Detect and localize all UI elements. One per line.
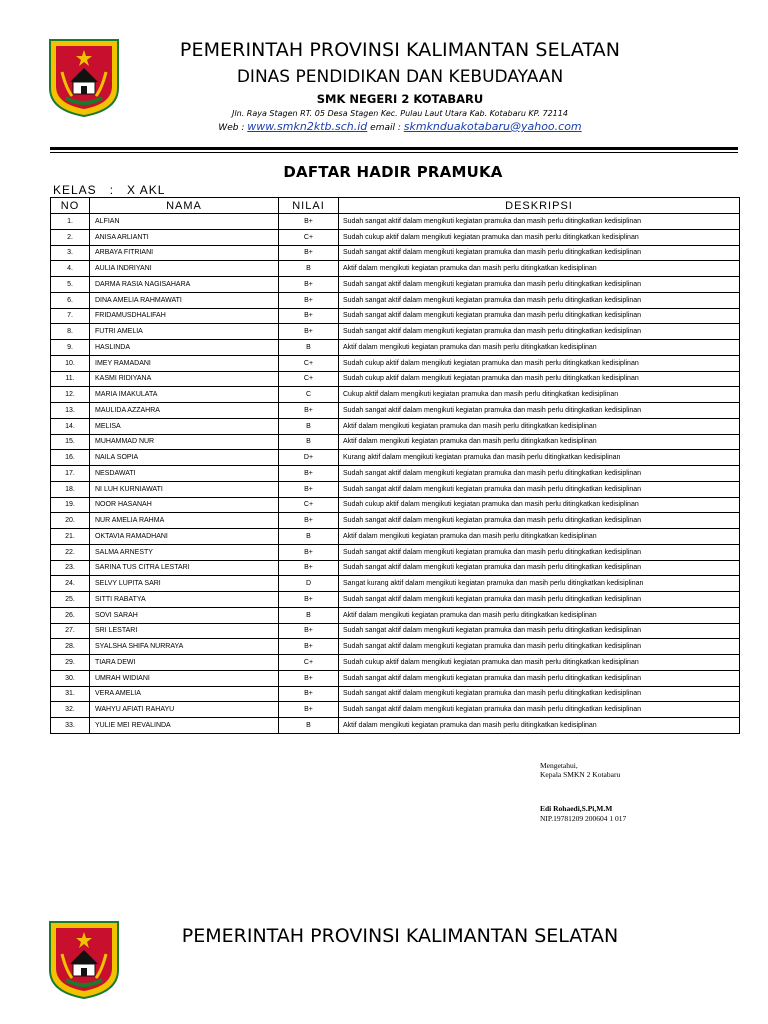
cell-nilai: C+	[279, 229, 339, 245]
cell-no: 27.	[51, 623, 90, 639]
cell-nilai: C+	[279, 355, 339, 371]
cell-deskripsi: Sudah cukup aktif dalam mengikuti kegiatan pramuka dan masih perlu ditingkatkan kedisiplinan	[339, 371, 740, 387]
table-row	[51, 592, 740, 608]
cell-nilai: D	[279, 576, 339, 592]
cell-nilai: B+	[279, 592, 339, 608]
cell-nilai: D+	[279, 450, 339, 466]
cell-deskripsi: Sudah cukup aktif dalam mengikuti kegiatan pramuka dan masih perlu ditingkatkan kedisiplinan	[339, 497, 740, 513]
table-row	[51, 418, 740, 434]
table-row	[51, 560, 740, 576]
cell-nama: MELISA	[90, 418, 279, 434]
cell-nama: NUR AMELIA RAHMA	[90, 513, 279, 529]
cell-deskripsi: Sudah sangat aktif dalam mengikuti kegiatan pramuka dan masih perlu ditingkatkan kedisiplinan	[339, 324, 740, 340]
table-row	[51, 576, 740, 592]
cell-no: 16.	[51, 450, 90, 466]
table-row	[51, 340, 740, 356]
cell-no: 20.	[51, 513, 90, 529]
cell-nilai: B+	[279, 277, 339, 293]
cell-nama: MUHAMMAD NUR	[90, 434, 279, 450]
cell-nama: YULIE MEI REVALINDA	[90, 718, 279, 734]
cell-nama: IMEY RAMADANI	[90, 355, 279, 371]
letterhead-address: Jln. Raya Stagen RT. 05 Desa Stagen Kec. Pulau Laut Utara Kab. Kotabaru KP. 72114	[232, 109, 568, 118]
cell-no: 5.	[51, 277, 90, 293]
cell-deskripsi: Sudah sangat aktif dalam mengikuti kegiatan pramuka dan masih perlu ditingkatkan kedisiplinan	[339, 214, 740, 230]
class-label: KELAS : X AKL	[53, 183, 166, 197]
table-row	[51, 529, 740, 545]
cell-nilai: B+	[279, 623, 339, 639]
cell-nama: ALFIAN	[90, 214, 279, 230]
cell-nama: NAILA SOPIA	[90, 450, 279, 466]
cell-no: 25.	[51, 592, 90, 608]
cell-nilai: C+	[279, 655, 339, 671]
table-row	[51, 513, 740, 529]
cell-deskripsi: Aktif dalam mengikuti kegiatan pramuka dan masih perlu ditingkatkan kedisiplinan	[339, 607, 740, 623]
cell-deskripsi: Aktif dalam mengikuti kegiatan pramuka dan masih perlu ditingkatkan kedisiplinan	[339, 418, 740, 434]
cell-nilai: B+	[279, 560, 339, 576]
letterhead-province: PEMERINTAH PROVINSI KALIMANTAN SELATAN	[179, 39, 621, 61]
table-body	[51, 214, 740, 734]
cell-deskripsi: Sudah sangat aktif dalam mengikuti kegiatan pramuka dan masih perlu ditingkatkan kedisiplinan	[339, 292, 740, 308]
table-row	[51, 292, 740, 308]
table-row	[51, 387, 740, 403]
cell-nama: MARIA IMAKULATA	[90, 387, 279, 403]
cell-nilai: B	[279, 418, 339, 434]
cell-nilai: B+	[279, 245, 339, 261]
letterhead-divider-thick	[50, 147, 738, 150]
cell-nama: NESDAWATI	[90, 466, 279, 482]
table-row	[51, 466, 740, 482]
cell-no: 2.	[51, 229, 90, 245]
table-row	[51, 544, 740, 560]
signature-nip: NIP.19781209 200604 1 017	[540, 814, 627, 823]
cell-no: 8.	[51, 324, 90, 340]
cell-nilai: B	[279, 529, 339, 545]
cell-nama: ARBAYA FITRIANI	[90, 245, 279, 261]
cell-deskripsi: Sudah cukup aktif dalam mengikuti kegiatan pramuka dan masih perlu ditingkatkan kedisiplinan	[339, 655, 740, 671]
letterhead-school: SMK NEGERI 2 KOTABARU	[316, 92, 484, 106]
table-header-row	[51, 198, 740, 214]
cell-nilai: B+	[279, 324, 339, 340]
cell-no: 30.	[51, 670, 90, 686]
cell-deskripsi: Sudah sangat aktif dalam mengikuti kegiatan pramuka dan masih perlu ditingkatkan kedisiplinan	[339, 623, 740, 639]
table-row	[51, 702, 740, 718]
cell-deskripsi: Sudah cukup aktif dalam mengikuti kegiatan pramuka dan masih perlu ditingkatkan kedisiplinan	[339, 355, 740, 371]
cell-nilai: B	[279, 340, 339, 356]
table-row	[51, 229, 740, 245]
signature-name: Edi Rohaedi,S.Pi,M.M	[540, 804, 613, 813]
cell-nilai: B+	[279, 292, 339, 308]
table-row	[51, 308, 740, 324]
cell-no: 9.	[51, 340, 90, 356]
table-row	[51, 371, 740, 387]
cell-no: 23.	[51, 560, 90, 576]
cell-nama: SOVI SARAH	[90, 607, 279, 623]
cell-no: 17.	[51, 466, 90, 482]
cell-nama: AULIA INDRIYANI	[90, 261, 279, 277]
header-nilai: NILAI	[279, 198, 339, 214]
next-page-province: PEMERINTAH PROVINSI KALIMANTAN SELATAN	[181, 925, 619, 947]
cell-nama: NI LUH KURNIAWATI	[90, 481, 279, 497]
cell-nilai: B+	[279, 544, 339, 560]
signature-position: Kepala SMKN 2 Kotabaru	[540, 770, 621, 779]
cell-deskripsi: Sudah sangat aktif dalam mengikuti kegiatan pramuka dan masih perlu ditingkatkan kedisiplinan	[339, 686, 740, 702]
cell-deskripsi: Aktif dalam mengikuti kegiatan pramuka dan masih perlu ditingkatkan kedisiplinan	[339, 340, 740, 356]
cell-nama: UMRAH WIDIANI	[90, 670, 279, 686]
website-link[interactable]: www.smkn2ktb.sch.id	[247, 120, 368, 133]
cell-nilai: B+	[279, 686, 339, 702]
cell-nama: TIARA DEWI	[90, 655, 279, 671]
letterhead-divider-thin	[50, 152, 738, 153]
cell-nama: MAULIDA AZZAHRA	[90, 403, 279, 419]
cell-deskripsi: Sudah sangat aktif dalam mengikuti kegiatan pramuka dan masih perlu ditingkatkan kedisiplinan	[339, 702, 740, 718]
cell-no: 10.	[51, 355, 90, 371]
cell-nama: SALMA ARNESTY	[90, 544, 279, 560]
table-row	[51, 497, 740, 513]
cell-nilai: B+	[279, 670, 339, 686]
cell-nilai: B+	[279, 214, 339, 230]
cell-nama: SYALSHA SHIFA NURRAYA	[90, 639, 279, 655]
cell-no: 22.	[51, 544, 90, 560]
table-row	[51, 277, 740, 293]
cell-nama: SELVY LUPITA SARI	[90, 576, 279, 592]
cell-no: 26.	[51, 607, 90, 623]
table-row	[51, 434, 740, 450]
table-row	[51, 214, 740, 230]
cell-nilai: C	[279, 387, 339, 403]
cell-deskripsi: Sudah sangat aktif dalam mengikuti kegiatan pramuka dan masih perlu ditingkatkan kedisiplinan	[339, 592, 740, 608]
table-row	[51, 686, 740, 702]
cell-nilai: B+	[279, 308, 339, 324]
table-row	[51, 403, 740, 419]
table-row	[51, 607, 740, 623]
cell-nilai: B+	[279, 481, 339, 497]
table-row	[51, 481, 740, 497]
cell-deskripsi: Sudah sangat aktif dalam mengikuti kegiatan pramuka dan masih perlu ditingkatkan kedisiplinan	[339, 670, 740, 686]
cell-nilai: B	[279, 261, 339, 277]
signature-acknowledged: Mengetahui,	[540, 761, 578, 770]
header-deskripsi: DESKRIPSI	[339, 198, 740, 214]
table-row	[51, 261, 740, 277]
cell-nama: HASLINDA	[90, 340, 279, 356]
attendance-table	[50, 197, 740, 734]
cell-nama: SRI LESTARI	[90, 623, 279, 639]
table-row	[51, 639, 740, 655]
cell-deskripsi: Aktif dalam mengikuti kegiatan pramuka dan masih perlu ditingkatkan kedisiplinan	[339, 434, 740, 450]
cell-nama: NOOR HASANAH	[90, 497, 279, 513]
cell-no: 28.	[51, 639, 90, 655]
header-no: NO	[51, 198, 90, 214]
table-row	[51, 718, 740, 734]
cell-nama: WAHYU AFIATI RAHAYU	[90, 702, 279, 718]
letterhead-contact	[0, 120, 768, 133]
cell-deskripsi: Aktif dalam mengikuti kegiatan pramuka dan masih perlu ditingkatkan kedisiplinan	[339, 529, 740, 545]
email-link[interactable]: skmknduakotabaru@yahoo.com	[403, 120, 582, 133]
cell-nilai: C+	[279, 497, 339, 513]
table-row	[51, 670, 740, 686]
letterhead-department: DINAS PENDIDIKAN DAN KEBUDAYAAN	[236, 67, 564, 87]
header-nama: NAMA	[90, 198, 279, 214]
cell-no: 31.	[51, 686, 90, 702]
cell-deskripsi: Sudah sangat aktif dalam mengikuti kegiatan pramuka dan masih perlu ditingkatkan kedisiplinan	[339, 466, 740, 482]
cell-nilai: B	[279, 434, 339, 450]
table-row	[51, 450, 740, 466]
cell-nama: KASMI RIDIYANA	[90, 371, 279, 387]
cell-no: 11.	[51, 371, 90, 387]
cell-nilai: B+	[279, 466, 339, 482]
cell-deskripsi: Sudah sangat aktif dalam mengikuti kegiatan pramuka dan masih perlu ditingkatkan kedisiplinan	[339, 277, 740, 293]
cell-nama: SITTI RABATYA	[90, 592, 279, 608]
cell-nilai: B+	[279, 639, 339, 655]
web-label: Web :	[218, 123, 245, 133]
cell-nilai: B+	[279, 513, 339, 529]
cell-deskripsi: Sudah sangat aktif dalam mengikuti kegiatan pramuka dan masih perlu ditingkatkan kedisiplinan	[339, 308, 740, 324]
cell-nama: VERA AMELIA	[90, 686, 279, 702]
cell-deskripsi: Sudah sangat aktif dalam mengikuti kegiatan pramuka dan masih perlu ditingkatkan kedisiplinan	[339, 513, 740, 529]
cell-no: 6.	[51, 292, 90, 308]
cell-nama: DARMA RASIA NAGISAHARA	[90, 277, 279, 293]
cell-no: 13.	[51, 403, 90, 419]
cell-no: 1.	[51, 214, 90, 230]
cell-no: 7.	[51, 308, 90, 324]
cell-no: 14.	[51, 418, 90, 434]
cell-deskripsi: Aktif dalam mengikuti kegiatan pramuka dan masih perlu ditingkatkan kedisiplinan	[339, 718, 740, 734]
cell-nama: FUTRI AMELIA	[90, 324, 279, 340]
cell-nilai: C+	[279, 371, 339, 387]
cell-no: 29.	[51, 655, 90, 671]
cell-deskripsi: Sudah sangat aktif dalam mengikuti kegiatan pramuka dan masih perlu ditingkatkan kedisiplinan	[339, 639, 740, 655]
cell-nilai: B	[279, 607, 339, 623]
cell-no: 19.	[51, 497, 90, 513]
cell-no: 4.	[51, 261, 90, 277]
cell-nama: OKTAVIA RAMADHANI	[90, 529, 279, 545]
cell-deskripsi: Sudah cukup aktif dalam mengikuti kegiatan pramuka dan masih perlu ditingkatkan kedisiplinan	[339, 229, 740, 245]
cell-deskripsi: Sudah sangat aktif dalam mengikuti kegiatan pramuka dan masih perlu ditingkatkan kedisiplinan	[339, 245, 740, 261]
email-label: email :	[370, 123, 401, 133]
cell-nilai: B	[279, 718, 339, 734]
cell-no: 3.	[51, 245, 90, 261]
cell-nilai: B+	[279, 403, 339, 419]
cell-deskripsi: Sangat kurang aktif dalam mengikuti kegiatan pramuka dan masih perlu ditingkatkan kedisiplinan	[339, 576, 740, 592]
cell-no: 12.	[51, 387, 90, 403]
cell-nama: ANISA ARLIANTI	[90, 229, 279, 245]
cell-deskripsi: Sudah sangat aktif dalam mengikuti kegiatan pramuka dan masih perlu ditingkatkan kedisiplinan	[339, 544, 740, 560]
cell-nilai: B+	[279, 702, 339, 718]
cell-no: 24.	[51, 576, 90, 592]
table-row	[51, 355, 740, 371]
cell-no: 15.	[51, 434, 90, 450]
cell-no: 32.	[51, 702, 90, 718]
cell-deskripsi: Sudah sangat aktif dalam mengikuti kegiatan pramuka dan masih perlu ditingkatkan kedisiplinan	[339, 560, 740, 576]
cell-deskripsi: Sudah sangat aktif dalam mengikuti kegiatan pramuka dan masih perlu ditingkatkan kedisiplinan	[339, 403, 740, 419]
cell-deskripsi: Aktif dalam mengikuti kegiatan pramuka dan masih perlu ditingkatkan kedisiplinan	[339, 261, 740, 277]
cell-no: 21.	[51, 529, 90, 545]
cell-no: 18.	[51, 481, 90, 497]
table-row	[51, 245, 740, 261]
cell-nama: SARINA TUS CITRA LESTARI	[90, 560, 279, 576]
cell-nama: FRIDAMUSDHALIFAH	[90, 308, 279, 324]
table-row	[51, 324, 740, 340]
cell-deskripsi: Sudah sangat aktif dalam mengikuti kegiatan pramuka dan masih perlu ditingkatkan kedisiplinan	[339, 481, 740, 497]
cell-deskripsi: Kurang aktif dalam mengikuti kegiatan pramuka dan masih perlu ditingkatkan kedisiplinan	[339, 450, 740, 466]
cell-nama: DINA AMELIA RAHMAWATI	[90, 292, 279, 308]
cell-deskripsi: Cukup aktif dalam mengikuti kegiatan pramuka dan masih perlu ditingkatkan kedisiplinan	[339, 387, 740, 403]
cell-no: 33.	[51, 718, 90, 734]
table-row	[51, 655, 740, 671]
table-row	[51, 623, 740, 639]
document-title: DAFTAR HADIR PRAMUKA	[283, 163, 503, 181]
